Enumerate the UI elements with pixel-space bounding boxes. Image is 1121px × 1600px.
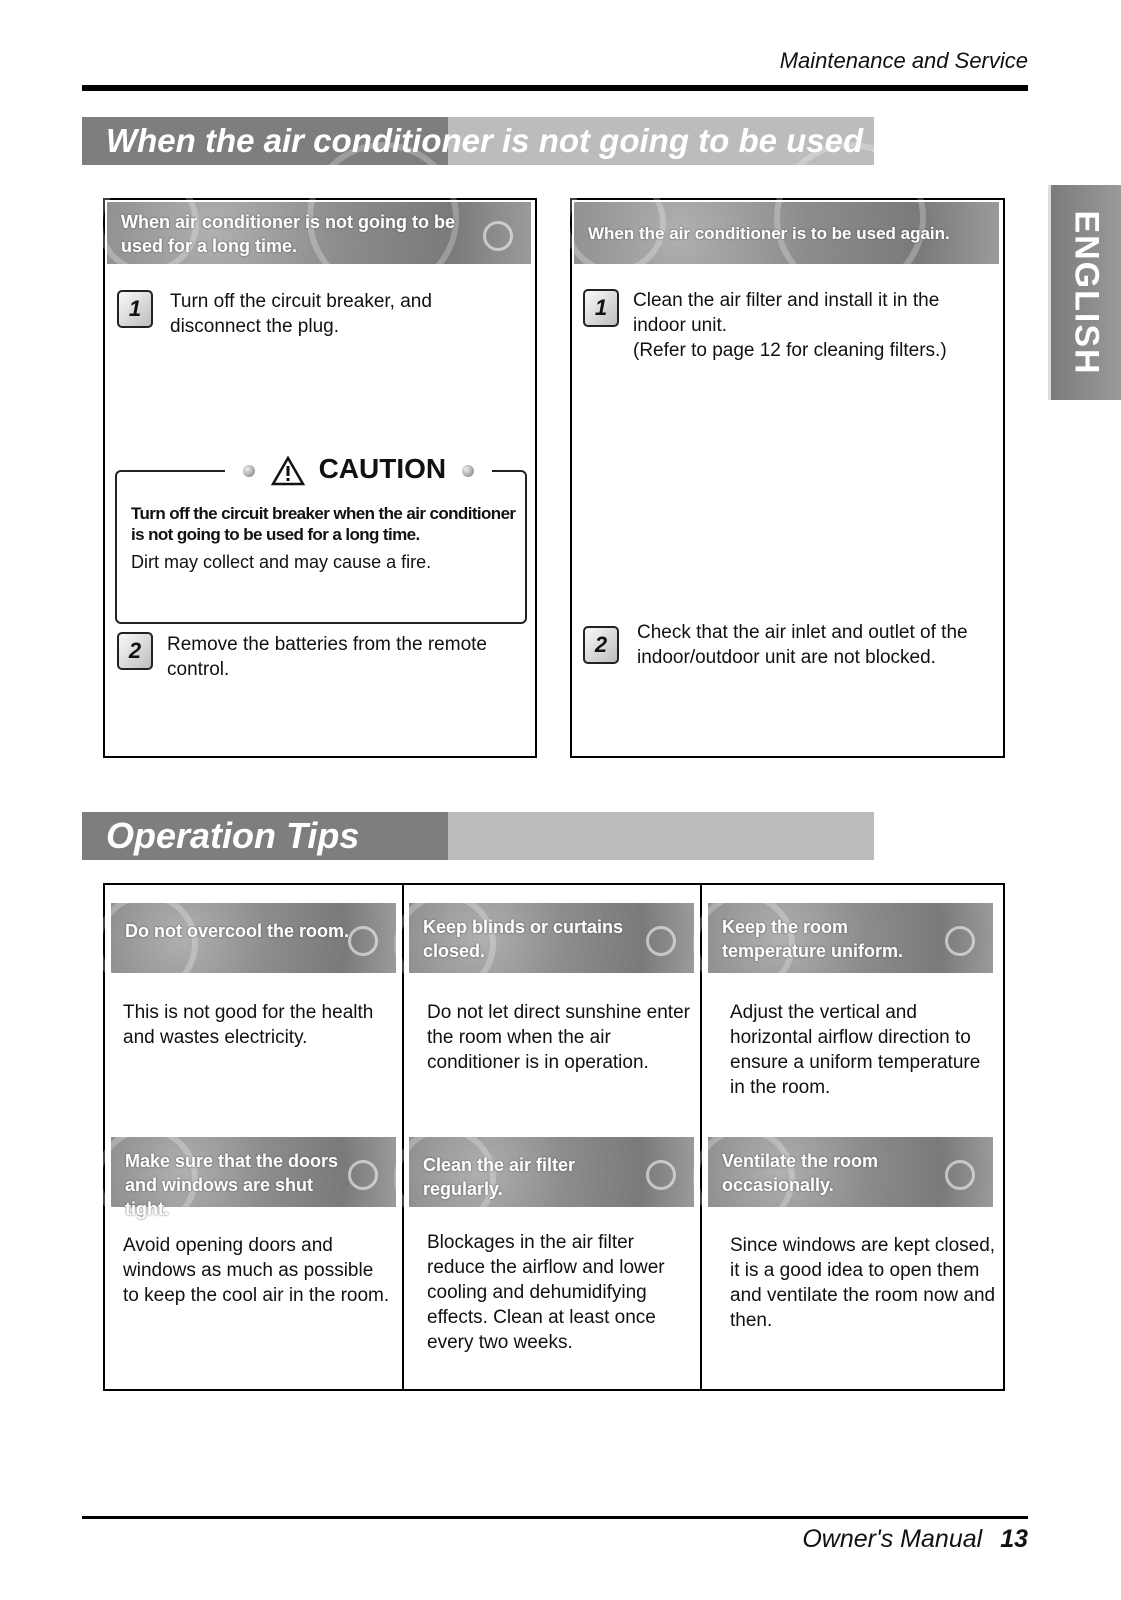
step-1-text: Turn off the circuit breaker, and disconnect the plug. [170, 291, 432, 337]
tip-banner [409, 1137, 694, 1207]
caution-title: CAUTION [318, 453, 447, 484]
tip-heading: Ventilate the room occasionally. [722, 1151, 879, 1195]
manual-name: Owner's Manual [802, 1525, 983, 1553]
tip-banner [111, 1137, 396, 1219]
section-header: Maintenance and Service [779, 48, 1028, 73]
reuse-panel [570, 198, 1005, 758]
step-2-text: Check that the air inlet and outlet of the indoor/outdoor unit are not blocked. [637, 622, 968, 668]
section-title: Operation Tips [106, 815, 360, 856]
tip-heading: Make sure that the doors and windows are shut tight. [125, 1151, 339, 1219]
language-tab-label: ENGLISH [1067, 209, 1106, 376]
warning-icon [271, 456, 305, 486]
step-1-note: (Refer to page 12 for cleaning filters.) [633, 340, 947, 361]
tip-banner [111, 903, 396, 973]
tip-heading: Do not overcool the room. [125, 921, 350, 941]
banner-text: When the air conditioner is to be used again. [588, 224, 950, 243]
operation-tips-bar [82, 812, 874, 860]
swirl-icon [646, 1160, 676, 1190]
bullet-dot-icon [462, 465, 474, 477]
footer [802, 1525, 1028, 1554]
banner-text: When air conditioner is not going to be used for a long time. [121, 212, 455, 256]
reuse-panel-banner [574, 202, 999, 264]
step-2-icon: 2 [583, 626, 619, 664]
tip-banner [708, 1137, 993, 1207]
language-tab [1048, 185, 1121, 400]
swirl-icon [646, 926, 676, 956]
storage-panel-banner [107, 202, 531, 264]
tip-banner [708, 903, 993, 973]
tip-heading: Keep blinds or curtains closed. [423, 917, 624, 961]
tip-text: Adjust the vertical and horizontal airflow direction to ensure a uniform temperature in the room. [730, 1002, 981, 1098]
header-rule [82, 85, 1028, 91]
swirl-icon [483, 221, 513, 251]
swirl-icon [945, 1160, 975, 1190]
step-1-icon: 1 [583, 289, 619, 327]
page-number: 13 [1000, 1525, 1028, 1553]
tip-text: This is not good for the health and wastes electricity. [123, 1002, 374, 1048]
caution-box [115, 470, 527, 624]
swirl-icon [348, 926, 378, 956]
tip-text: Blockages in the air filter reduce the airflow and lower cooling and dehumidifying effects. Clean at least once every two weeks. [427, 1232, 665, 1353]
section-title-bar [82, 117, 983, 165]
step-2-text: Remove the batteries from the remote control. [167, 634, 487, 680]
step-1-text: Clean the air filter and install it in the indoor unit. [633, 290, 940, 336]
tip-text: Since windows are kept closed, it is a good idea to open them and ventilate the room now and then. [730, 1235, 996, 1331]
bullet-dot-icon [243, 465, 255, 477]
swirl-icon [348, 1160, 378, 1190]
caution-body-text: Dirt may collect and may cause a fire. [131, 552, 432, 572]
tip-heading: Keep the room temperature uniform. [722, 917, 904, 961]
tip-text: Avoid opening doors and windows as much as possible to keep the cool air in the room. [123, 1235, 390, 1306]
step-2-icon: 2 [117, 632, 153, 670]
section-title: When the air conditioner is not going to be used for a lo [106, 122, 983, 159]
caution-bold-text: Turn off the circuit breaker when the air conditioner is not going to be used for a long time. [131, 504, 516, 544]
tip-heading: Clean the air filter regularly. [423, 1155, 576, 1199]
tip-text: Do not let direct sunshine enter the room when the air conditioner is in operation. [427, 1002, 690, 1073]
tip-banner [409, 903, 694, 973]
caution-heading [225, 449, 492, 489]
footer-rule [82, 1516, 1028, 1519]
step-1-icon: 1 [117, 290, 153, 328]
swirl-icon [945, 926, 975, 956]
